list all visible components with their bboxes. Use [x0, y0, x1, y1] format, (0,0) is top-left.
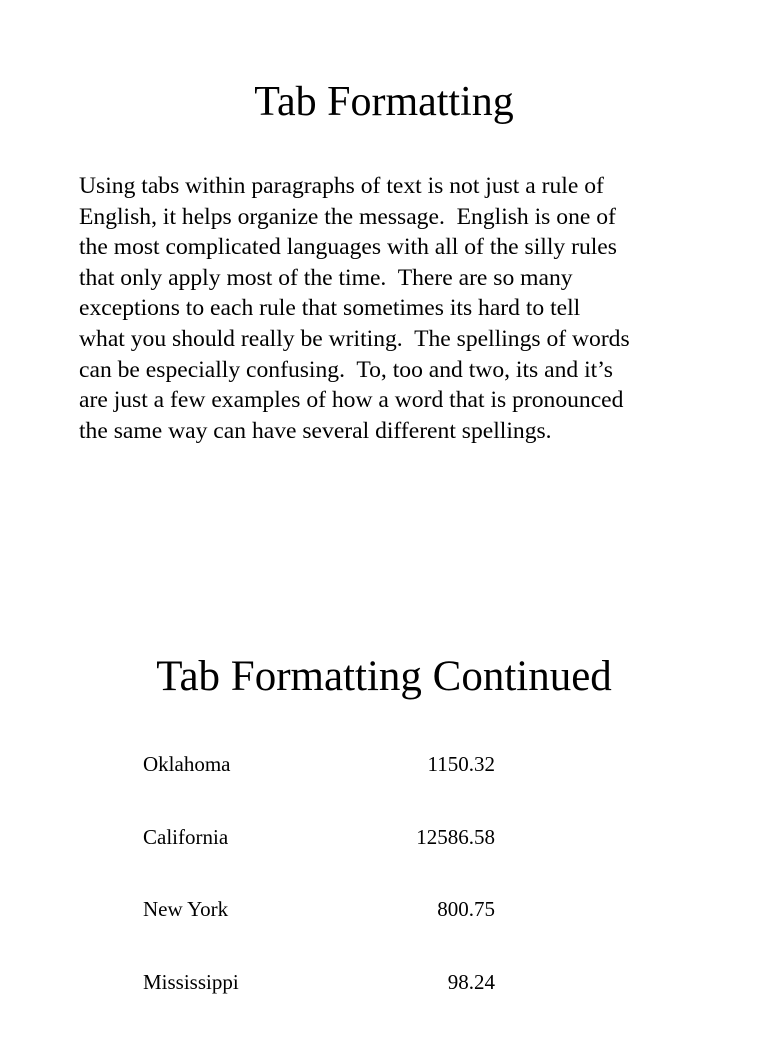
tabbed-list: [143, 752, 503, 1042]
list-item: [143, 897, 503, 970]
list-item: [143, 752, 503, 825]
state-value: 800.75: [437, 897, 495, 922]
body-paragraph: Using tabs within paragraphs of text is not just a rule of English, it helps organize the message. English is one of the most complicated languages with all of the silly rules that only apply most of the time. There are so many exceptions to each rule that sometimes its hard to tell what you should really be writing. The spellings of words can be especially confusing. To, too and two, its and it’s are just a few examples of how a word that is pronounced the same way can have several different spellings.: [79, 171, 719, 446]
state-value: 1150.32: [428, 752, 495, 777]
state-value: 98.24: [448, 970, 495, 995]
state-name: Mississippi: [143, 970, 239, 995]
section-title: Tab Formatting Continued: [0, 653, 768, 701]
list-item: [143, 970, 503, 1042]
state-name: California: [143, 825, 228, 850]
list-item: [143, 825, 503, 898]
state-name: New York: [143, 897, 228, 922]
state-value: 12586.58: [416, 825, 495, 850]
state-name: Oklahoma: [143, 752, 230, 777]
page-title: Tab Formatting: [0, 78, 768, 126]
